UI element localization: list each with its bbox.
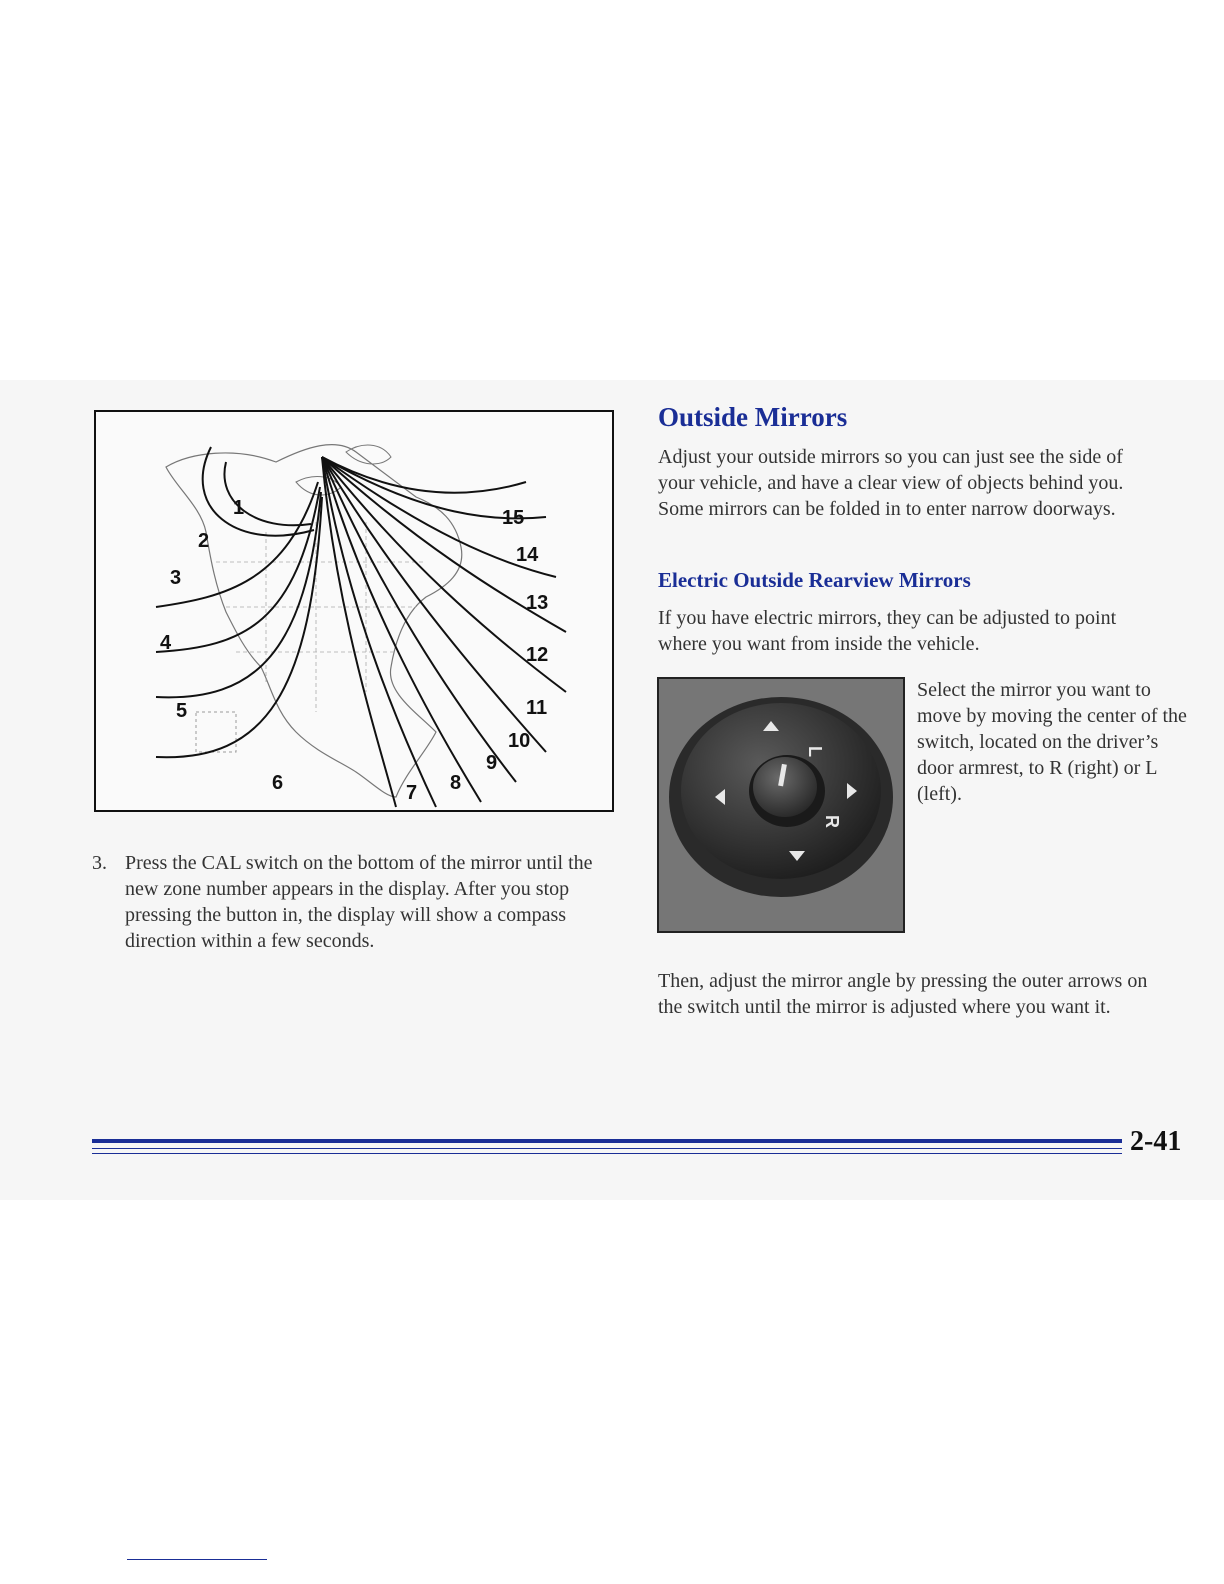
- footer-rule: [92, 1139, 1122, 1143]
- step-text: Press the CAL switch on the bottom of the mirror until the new zone number appears in the display. After you stop pressing the button in, the display will show a compass direction within a few seconds.: [125, 852, 593, 952]
- mirror-switch-photo: [657, 677, 905, 933]
- compass-zone-map: [94, 410, 614, 812]
- switch-label-right: R: [822, 815, 842, 828]
- zone-label-1: 1: [233, 497, 245, 519]
- zone-label-3: 3: [170, 567, 182, 589]
- zone-label-9: 9: [486, 752, 498, 774]
- section-intro: Adjust your outside mirrors so you can just see the side of your vehicle, and have a clear view of objects behind you. Some mirrors can be folded in to enter narrow doorways.: [658, 446, 1124, 520]
- zone-label-15: 15: [502, 507, 525, 529]
- switch-label-left: L: [805, 746, 825, 757]
- subsection-intro: If you have electric mirrors, they can be adjusted to point where you want from inside the vehicle.: [658, 607, 1117, 655]
- subsection-title: Electric Outside Rearview Mirrors: [658, 568, 971, 592]
- mirror-switch-drawing: [659, 679, 903, 931]
- zone-label-2: 2: [198, 530, 210, 552]
- footer-rule-thin-2: [92, 1153, 1122, 1154]
- footnote-rule: [127, 1559, 267, 1560]
- footer-rule-thin: [92, 1148, 1122, 1149]
- adjust-mirror-text: Then, adjust the mirror angle by pressing the outer arrows on the switch until the mirror is adjusted where you want it.: [658, 970, 1148, 1018]
- zone-label-12: 12: [526, 644, 549, 666]
- zone-label-10: 10: [508, 730, 531, 752]
- page-number: 2-41: [1130, 1126, 1182, 1157]
- zone-label-4: 4: [160, 632, 172, 654]
- zone-label-14: 14: [516, 544, 539, 566]
- zone-label-13: 13: [526, 592, 549, 614]
- zone-label-6: 6: [272, 772, 284, 794]
- zone-label-11: 11: [526, 697, 548, 719]
- zone-label-7: 7: [406, 782, 418, 804]
- section-title: Outside Mirrors: [658, 402, 848, 432]
- zone-label-8: 8: [450, 772, 462, 794]
- step-number: 3.: [92, 852, 107, 874]
- zone-label-5: 5: [176, 700, 188, 722]
- select-mirror-text: Select the mirror you want to move by moving the center of the switch, located on the driver’s door armrest, to R (right) or L (left).: [917, 679, 1187, 805]
